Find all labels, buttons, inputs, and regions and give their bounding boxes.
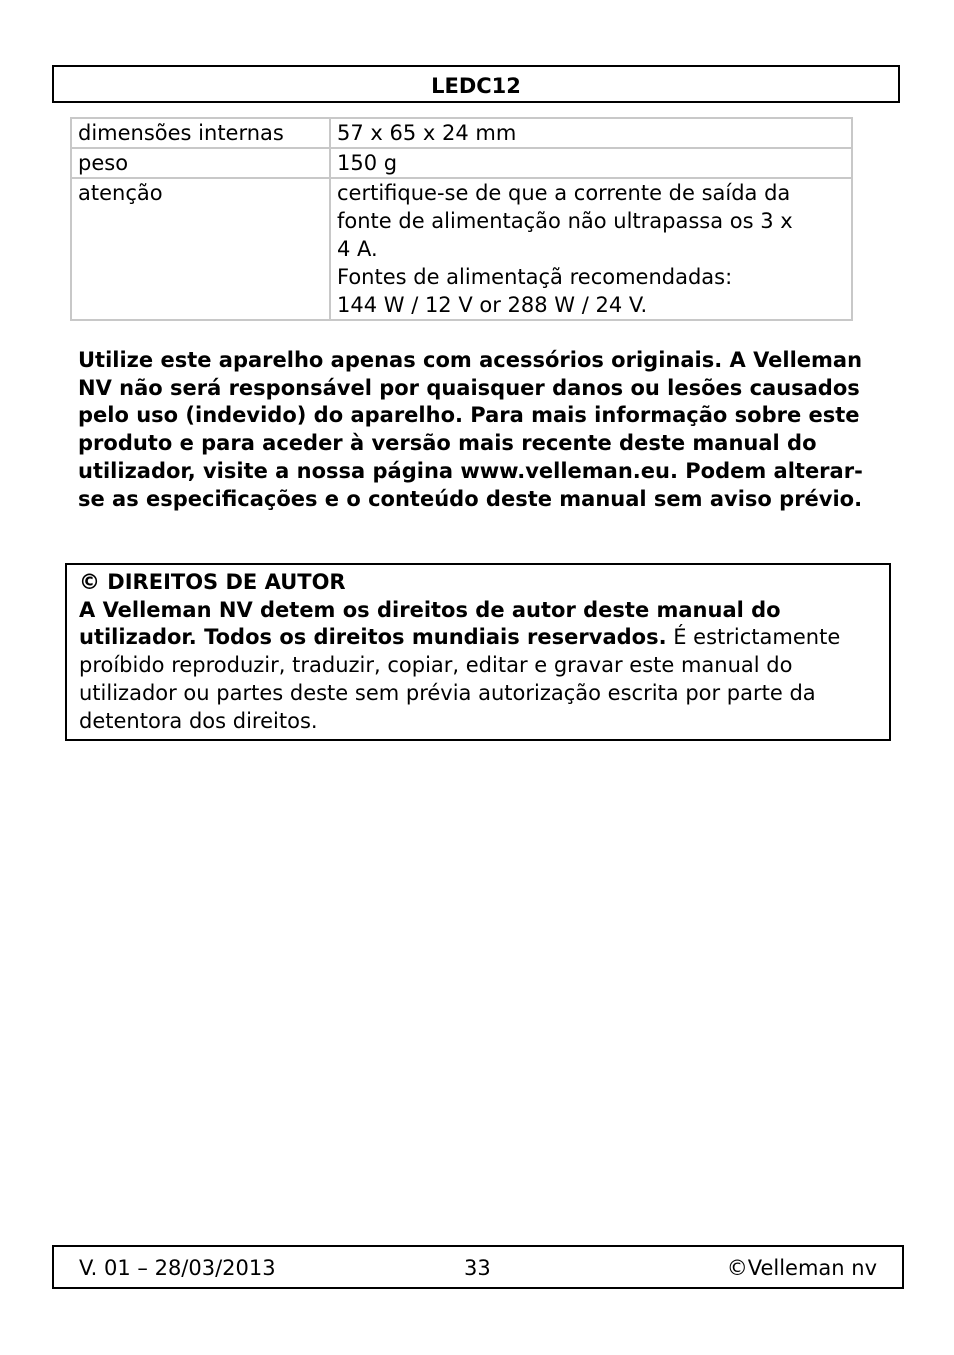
copyright-box — [65, 563, 891, 741]
spec-value — [330, 118, 852, 148]
spec-value-line: certifique-se de que a corrente de saída da — [337, 181, 791, 205]
copyright-regular-text: É estrictamente proíbido reproduzir, traduzir, copiar, editar e gravar este manual do utilizador ou partes deste sem prévia autorização escrita por parte da detentora dos direitos. — [79, 625, 841, 733]
spec-label: dimensões internas — [71, 118, 330, 148]
table-row — [71, 178, 852, 320]
footer-version: V. 01 – 28/03/2013 — [79, 1256, 276, 1280]
table-row — [71, 118, 852, 148]
spec-value-line: 150 g — [337, 151, 398, 175]
footer-page-number: 33 — [464, 1256, 491, 1280]
copyright-bold-text: A Velleman NV detem os direitos de autor deste manual do utilizador. Todos os direitos mundiais reservados. — [79, 597, 781, 650]
spec-value — [330, 148, 852, 178]
spec-table — [70, 117, 853, 321]
copyright-title: © DIREITOS DE AUTOR — [79, 570, 346, 594]
spec-value-line: fonte de alimentação não ultrapassa os 3 x — [337, 209, 793, 233]
table-row — [71, 148, 852, 178]
header-title: LEDC12 — [431, 74, 521, 98]
spec-value-line: Fontes de alimentaçã recomendadas: — [337, 265, 733, 289]
footer-company: ©Velleman nv — [726, 1256, 877, 1280]
spec-value-line: 57 x 65 x 24 mm — [337, 121, 517, 145]
spec-value-line: 144 W / 12 V or 288 W / 24 V. — [337, 293, 648, 317]
spec-label: peso — [71, 148, 330, 178]
spec-label: atenção — [71, 178, 330, 320]
usage-notice: Utilize este aparelho apenas com acessórios originais. A Velleman NV não será responsável por quaisquer danos ou lesões causados pelo uso (indevido) do aparelho. Para mais informação sobre este produto e para aceder à versão mais recente deste manual do utilizador, visite a nossa página www.velleman.eu. Podem alterar-se as especificações e o conteúdo deste manual sem aviso prévio. — [78, 348, 863, 511]
spec-value — [330, 178, 852, 320]
page-header — [52, 65, 900, 103]
spec-value-line: 4 A. — [337, 237, 378, 261]
page-footer — [52, 1245, 904, 1289]
